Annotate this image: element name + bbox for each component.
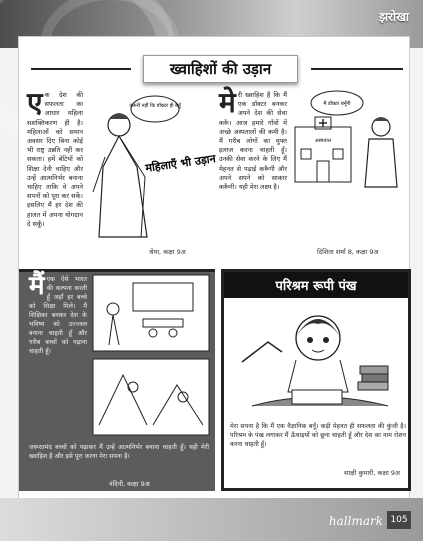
title-rule-left	[31, 68, 131, 70]
article-right-credit: दिशिता शर्मा 8, कक्षा 9अ	[317, 248, 379, 256]
box-right-credit: साक्षी कुमारी, कक्षा 9अ	[343, 469, 400, 477]
article-left-text: क देश की सफलता का आधार महिला सशक्तिकरण ही है। महिलाओं को समान अवसर दिए बिना कोई भी राष्ट्र उन्नति नहीं कर सकता। हमें बेटियों को शिक्षा देनी चाहिए और उन्हें आत्मनिर्भर बनाना चाहिए ताकि वे अपने सपनों को पूरा कर सकें। इसलिए मैं हर देश की हालत में अपना योगदान दे सकूँ।	[27, 91, 83, 228]
doctor-speech-text: मैं डॉक्टर बनूँगी	[323, 101, 351, 107]
dropcap: ए	[27, 86, 43, 119]
girl-studying-sketch	[232, 302, 404, 418]
box-right-text: मेरा सपना है कि मैं एक वैज्ञानिक बनूँ। कड़ी मेहनत ही सफलता की कुंजी है। परिश्रम के पंख लगाकर मैं ऊँचाइयों को छूना चाहती हूँ और देश का नाम रोशन करना चाहती हूँ।	[230, 423, 406, 448]
saree-text: महिलाएँ भी उड़ान	[144, 152, 217, 175]
article-right	[219, 86, 287, 192]
box-right	[221, 269, 411, 491]
article-left-credit: श्रेया, कक्षा 9अ	[149, 248, 186, 256]
title-rule-right	[311, 68, 403, 70]
dropcap: मे	[219, 86, 236, 119]
brand-logo: hallmark	[328, 514, 383, 528]
box-right-heading-bar	[224, 272, 408, 298]
article-left	[27, 86, 83, 229]
box-left-text-block	[29, 271, 87, 356]
section-tag: झरोखा	[378, 10, 409, 24]
dropcap: मैं	[29, 271, 45, 301]
box-left-text: एक ऐसे भारत की कल्पना करती हूँ जहाँ हर बच्चे को शिक्षा मिले। मैं शिक्षिका बनकर देश के भविष्य को उज्ज्वल बनाना चाहती हूँ और गरीब बच्चों को पढ़ाना चाहती हूँ।	[29, 276, 87, 355]
woman-sketch	[85, 87, 217, 242]
page-number: 105	[387, 511, 411, 529]
box-left-credit: नंदिनी, कक्षा 9अ	[109, 480, 150, 488]
article-right-text: री ख्वाहिश है कि मैं एक डॉक्टर बनकर अपने देश की सेवा करूँ। आज हमारे गाँवों में अच्छे अस्पतालों की कमी है। मैं गरीब लोगों का मुफ्त इलाज करना चाहती हूँ। उनकी सेवा करने के लिए मैं मेहनत से पढ़ाई करूँगी और अपने सपने को साकार करूँगी। यही मेरा लक्ष्य है।	[219, 91, 287, 192]
woman-speech-text: जरूरी नहीं कि डॉक्टर ही बनूँ	[129, 103, 181, 109]
box-right-heading: परिश्रम रूपी पंख	[275, 279, 357, 294]
title-box	[143, 55, 298, 83]
doctor-sketch	[289, 87, 407, 192]
page-title: ख्वाहिशों की उड़ान	[169, 60, 272, 78]
classroom-sketch	[93, 275, 209, 437]
hospital-label: अस्पताल	[314, 138, 332, 144]
page-content	[18, 36, 410, 536]
box-left-bottom-text: जरूरतमंद बच्चों को पढ़ाकर मैं उन्हें आत्मनिर्भर बनाना चाहती हूँ। यही मेरी ख्वाहिश है और इसे पूरा करना मेरा सपना है।	[29, 444, 209, 460]
